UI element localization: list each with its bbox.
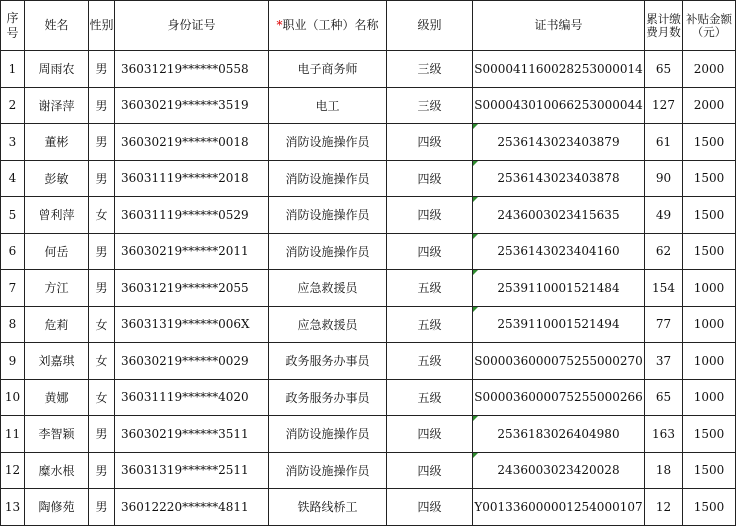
cell-name: 何岳 bbox=[25, 233, 89, 270]
cell-months-paid: 77 bbox=[645, 306, 683, 343]
cell-subsidy: 1000 bbox=[683, 379, 736, 416]
header-gender: 性别 bbox=[89, 1, 115, 51]
cell-level: 五级 bbox=[387, 379, 473, 416]
cell-occupation: 消防设施操作员 bbox=[269, 233, 387, 270]
cell-seq: 7 bbox=[1, 270, 25, 307]
cell-level: 三级 bbox=[387, 87, 473, 124]
cell-gender: 男 bbox=[89, 452, 115, 489]
cell-months-paid: 65 bbox=[645, 379, 683, 416]
header-occupation-label: 职业（工种）名称 bbox=[282, 18, 379, 32]
cell-gender: 女 bbox=[89, 306, 115, 343]
cell-level: 五级 bbox=[387, 343, 473, 380]
cell-name: 方江 bbox=[25, 270, 89, 307]
cell-id-number: 36012220******4811 bbox=[115, 489, 269, 526]
cell-subsidy: 1500 bbox=[683, 124, 736, 161]
cell-seq: 8 bbox=[1, 306, 25, 343]
cell-level: 四级 bbox=[387, 160, 473, 197]
cell-id-number: 36031319******2511 bbox=[115, 452, 269, 489]
cell-name: 陶修苑 bbox=[25, 489, 89, 526]
cell-subsidy: 1500 bbox=[683, 452, 736, 489]
cell-name: 糜水根 bbox=[25, 452, 89, 489]
table-row bbox=[1, 379, 736, 416]
cell-occupation: 消防设施操作员 bbox=[269, 452, 387, 489]
header-months-paid: 累计缴费月数 bbox=[645, 1, 683, 51]
table-row bbox=[1, 452, 736, 489]
cell-cert-number: Y001336000001254000107 bbox=[473, 489, 645, 526]
cell-id-number: 36030219******3519 bbox=[115, 87, 269, 124]
cell-name: 刘嘉琪 bbox=[25, 343, 89, 380]
cell-subsidy: 1500 bbox=[683, 416, 736, 453]
cell-months-paid: 12 bbox=[645, 489, 683, 526]
cell-name: 董彬 bbox=[25, 124, 89, 161]
cell-gender: 男 bbox=[89, 87, 115, 124]
header-name: 姓名 bbox=[25, 1, 89, 51]
cell-cert-number: S000041160028253000014 bbox=[473, 51, 645, 88]
cell-months-paid: 127 bbox=[645, 87, 683, 124]
cell-name: 危莉 bbox=[25, 306, 89, 343]
table-row bbox=[1, 51, 736, 88]
cell-months-paid: 18 bbox=[645, 452, 683, 489]
table-row bbox=[1, 197, 736, 234]
cell-level: 四级 bbox=[387, 452, 473, 489]
cell-seq: 13 bbox=[1, 489, 25, 526]
cell-id-number: 36031219******0558 bbox=[115, 51, 269, 88]
cell-cert-number: 2536183026404980 bbox=[473, 416, 645, 453]
header-seq: 序号 bbox=[1, 1, 25, 51]
table-row bbox=[1, 160, 736, 197]
cell-seq: 6 bbox=[1, 233, 25, 270]
cell-subsidy: 2000 bbox=[683, 51, 736, 88]
cell-level: 四级 bbox=[387, 416, 473, 453]
cell-gender: 女 bbox=[89, 343, 115, 380]
cell-months-paid: 49 bbox=[645, 197, 683, 234]
cell-name: 彭敏 bbox=[25, 160, 89, 197]
cell-months-paid: 61 bbox=[645, 124, 683, 161]
cell-seq: 9 bbox=[1, 343, 25, 380]
cell-occupation: 消防设施操作员 bbox=[269, 124, 387, 161]
table-row bbox=[1, 416, 736, 453]
cell-subsidy: 1500 bbox=[683, 197, 736, 234]
cell-level: 四级 bbox=[387, 233, 473, 270]
table-row bbox=[1, 343, 736, 380]
cell-seq: 11 bbox=[1, 416, 25, 453]
cell-gender: 男 bbox=[89, 160, 115, 197]
cell-months-paid: 154 bbox=[645, 270, 683, 307]
cell-id-number: 36031119******4020 bbox=[115, 379, 269, 416]
cell-gender: 女 bbox=[89, 379, 115, 416]
cell-seq: 3 bbox=[1, 124, 25, 161]
cell-cert-number: 2536143023403878 bbox=[473, 160, 645, 197]
cell-months-paid: 65 bbox=[645, 51, 683, 88]
cell-gender: 男 bbox=[89, 51, 115, 88]
cell-level: 三级 bbox=[387, 51, 473, 88]
cell-months-paid: 90 bbox=[645, 160, 683, 197]
header-occupation bbox=[269, 1, 387, 51]
cell-name: 谢泽萍 bbox=[25, 87, 89, 124]
cell-level: 四级 bbox=[387, 197, 473, 234]
header-row bbox=[1, 1, 736, 51]
table-row bbox=[1, 233, 736, 270]
cell-id-number: 36030219******2011 bbox=[115, 233, 269, 270]
cell-occupation: 铁路线桥工 bbox=[269, 489, 387, 526]
cell-cert-number: 2539110001521494 bbox=[473, 306, 645, 343]
cell-name: 黄娜 bbox=[25, 379, 89, 416]
cell-gender: 男 bbox=[89, 124, 115, 161]
cell-occupation: 消防设施操作员 bbox=[269, 160, 387, 197]
cell-id-number: 36030219******0018 bbox=[115, 124, 269, 161]
header-subsidy: 补贴金额（元） bbox=[683, 1, 736, 51]
cell-months-paid: 62 bbox=[645, 233, 683, 270]
cell-gender: 男 bbox=[89, 416, 115, 453]
header-cert-number: 证书编号 bbox=[473, 1, 645, 51]
cell-level: 五级 bbox=[387, 270, 473, 307]
cell-subsidy: 1500 bbox=[683, 160, 736, 197]
cell-cert-number: 2536143023404160 bbox=[473, 233, 645, 270]
cell-id-number: 36031119******2018 bbox=[115, 160, 269, 197]
cell-subsidy: 1500 bbox=[683, 233, 736, 270]
cell-name: 李智颖 bbox=[25, 416, 89, 453]
cell-gender: 男 bbox=[89, 270, 115, 307]
cell-subsidy: 1500 bbox=[683, 489, 736, 526]
cell-seq: 2 bbox=[1, 87, 25, 124]
cell-months-paid: 37 bbox=[645, 343, 683, 380]
cell-id-number: 36031219******2055 bbox=[115, 270, 269, 307]
header-level: 级别 bbox=[387, 1, 473, 51]
cell-seq: 5 bbox=[1, 197, 25, 234]
cell-subsidy: 1000 bbox=[683, 306, 736, 343]
cell-cert-number: 2536143023403879 bbox=[473, 124, 645, 161]
cell-level: 五级 bbox=[387, 306, 473, 343]
cell-id-number: 36030219******0029 bbox=[115, 343, 269, 380]
cell-name: 周雨农 bbox=[25, 51, 89, 88]
cell-level: 四级 bbox=[387, 489, 473, 526]
header-id-number: 身份证号 bbox=[115, 1, 269, 51]
table-row bbox=[1, 489, 736, 526]
cell-id-number: 36030219******3511 bbox=[115, 416, 269, 453]
table-row bbox=[1, 306, 736, 343]
cell-cert-number: 2436003023420028 bbox=[473, 452, 645, 489]
cell-gender: 男 bbox=[89, 233, 115, 270]
cell-cert-number: S000036000075255000270 bbox=[473, 343, 645, 380]
cell-seq: 12 bbox=[1, 452, 25, 489]
cell-occupation: 消防设施操作员 bbox=[269, 197, 387, 234]
cell-occupation: 政务服务办事员 bbox=[269, 343, 387, 380]
table-row bbox=[1, 270, 736, 307]
cell-subsidy: 2000 bbox=[683, 87, 736, 124]
cell-cert-number: 2539110001521484 bbox=[473, 270, 645, 307]
cell-occupation: 政务服务办事员 bbox=[269, 379, 387, 416]
cell-occupation: 消防设施操作员 bbox=[269, 416, 387, 453]
cell-gender: 女 bbox=[89, 197, 115, 234]
cell-id-number: 36031119******0529 bbox=[115, 197, 269, 234]
cell-occupation: 电工 bbox=[269, 87, 387, 124]
table-row bbox=[1, 87, 736, 124]
cell-occupation: 应急救援员 bbox=[269, 270, 387, 307]
cell-name: 曾利萍 bbox=[25, 197, 89, 234]
cell-months-paid: 163 bbox=[645, 416, 683, 453]
cell-subsidy: 1000 bbox=[683, 343, 736, 380]
cell-gender: 男 bbox=[89, 489, 115, 526]
cell-cert-number: S000043010066253000044 bbox=[473, 87, 645, 124]
cell-seq: 1 bbox=[1, 51, 25, 88]
cell-seq: 10 bbox=[1, 379, 25, 416]
required-mark: * bbox=[276, 18, 283, 32]
cell-seq: 4 bbox=[1, 160, 25, 197]
cell-subsidy: 1000 bbox=[683, 270, 736, 307]
cell-occupation: 电子商务师 bbox=[269, 51, 387, 88]
cell-id-number: 36031319******006X bbox=[115, 306, 269, 343]
table-body bbox=[1, 51, 736, 526]
cell-occupation: 应急救援员 bbox=[269, 306, 387, 343]
cell-cert-number: 2436003023415635 bbox=[473, 197, 645, 234]
table-row bbox=[1, 124, 736, 161]
cell-cert-number: S000036000075255000266 bbox=[473, 379, 645, 416]
cell-level: 四级 bbox=[387, 124, 473, 161]
